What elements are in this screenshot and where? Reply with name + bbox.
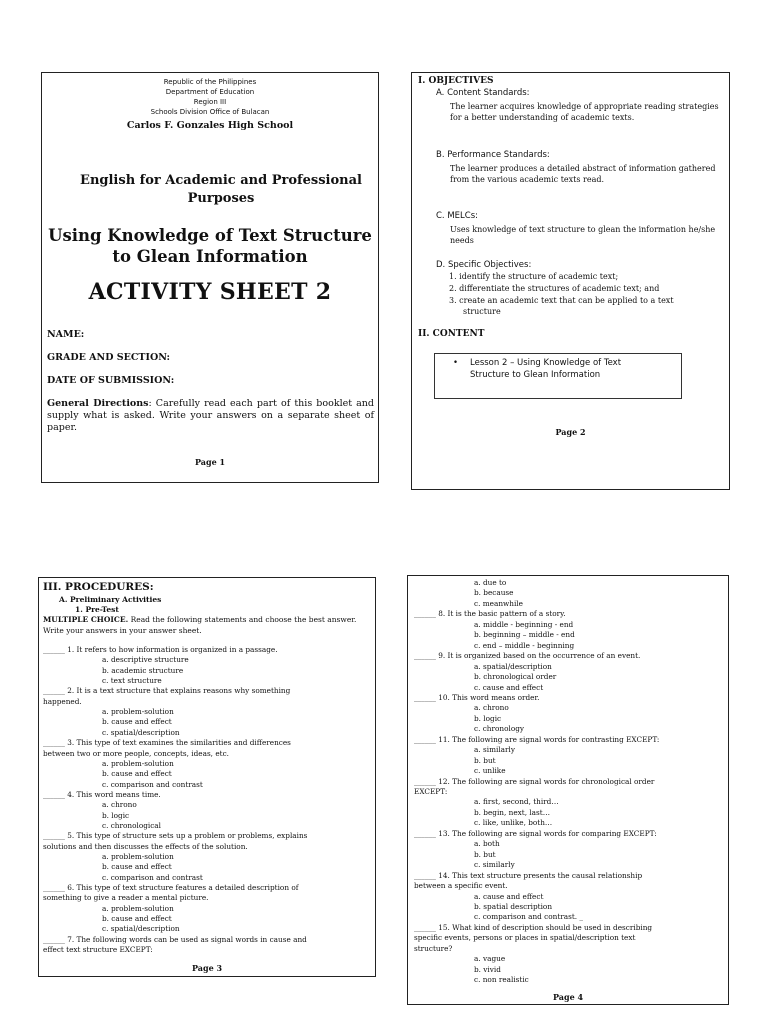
question-text: ______ 3. This type of text examines the similarities and differences: [43, 738, 291, 748]
answer-option: c. comparison and contrast: [102, 872, 203, 882]
answer-option: b. academic structure: [102, 665, 184, 675]
question-text: something to give a reader a mental picture.: [43, 893, 209, 903]
answer-option: b. logic: [102, 810, 130, 820]
answer-option: b. because: [474, 588, 514, 598]
answer-option: b. cause and effect: [102, 914, 172, 924]
answer-option: b. but: [474, 755, 496, 765]
question-text: EXCEPT:: [414, 787, 448, 796]
answer-option: b. cause and effect: [102, 717, 172, 727]
header-line: Department of Education: [165, 88, 255, 96]
answer-option: c. similarly: [474, 860, 515, 870]
multiple-choice-instructions: [43, 615, 371, 636]
lesson-title: Using Knowledge of Text Structure to Glean Information: [48, 226, 372, 266]
answer-option: b. beginning – middle - end: [474, 630, 575, 640]
question-text: ______ 11. The following are signal words for contrasting EXCEPT:: [414, 734, 660, 744]
subject-title: English for Academic and Professional Purposes: [80, 173, 362, 206]
answer-option: c. spatial/description: [102, 727, 180, 737]
answer-option: a. problem-solution: [102, 852, 174, 861]
page-number: Page 3: [191, 963, 223, 973]
question-text: happened.: [43, 696, 82, 706]
mc-text: Read the following statements and choose the best answer. Write your answers in your answer sheet.: [43, 615, 357, 635]
answer-option: c. end – middle - beginning: [474, 640, 575, 650]
specific-objective: 2. differentiate the structures of academic text; and: [449, 284, 660, 293]
content-standards-text: The learner acquires knowledge of appropriate reading strategies for a better understanding of academic texts.: [450, 102, 719, 122]
page-1: [41, 72, 379, 483]
directions-label: General Directions: [47, 398, 149, 409]
lesson-box: [434, 353, 682, 399]
answer-option: a. middle - beginning - end: [474, 619, 574, 629]
answer-option: c. meanwhile: [474, 598, 523, 608]
answer-option: b. cause and effect: [102, 769, 172, 779]
general-directions: [47, 398, 374, 434]
question-text: ______ 13. The following are signal words for comparing EXCEPT:: [414, 828, 657, 838]
content-heading: II. CONTENT: [418, 329, 485, 339]
answer-option: c. cause and effect: [474, 682, 544, 692]
answer-option: a. vague: [474, 954, 506, 964]
question-text: between a specific event.: [414, 881, 508, 891]
preliminary-activities: A. Preliminary Activities: [59, 595, 162, 604]
procedures-heading: III. PROCEDURES:: [43, 581, 154, 593]
question-text: solutions and then discusses the effects of the solution.: [43, 841, 248, 851]
name-label: NAME:: [47, 329, 85, 340]
answer-option: c. chronological: [102, 820, 161, 830]
header-line: Region III: [193, 98, 227, 106]
answer-option: c. comparison and contrast: [102, 779, 203, 789]
answer-option: a. cause and effect: [474, 891, 544, 901]
question-text: effect text structure EXCEPT:: [43, 945, 153, 955]
grade-label: GRADE AND SECTION:: [47, 352, 171, 363]
lesson-line: Lesson 2 – Using Knowledge of Text: [470, 358, 622, 368]
page-4: [407, 575, 729, 1005]
performance-standards-heading: B. Performance Standards:: [436, 150, 550, 160]
directions-text: : Carefully read each part of this booklet and supply what is asked. Write your answers on a separate sheet of paper.: [47, 398, 374, 433]
lesson-line: Structure to Glean Information: [470, 370, 601, 380]
question-text: ______ 9. It is organized based on the occurrence of an event.: [414, 651, 641, 661]
school-name: Carlos F. Gonzales High School: [126, 120, 294, 131]
answer-option: b. but: [474, 849, 496, 859]
answer-option: b. chronological order: [474, 672, 557, 682]
question-text: between two or more people, concepts, ideas, etc.: [43, 748, 229, 758]
answer-option: a. first, second, third…: [474, 797, 559, 807]
answer-option: c. text structure: [102, 676, 162, 686]
answer-option: b. begin, next, last…: [474, 807, 551, 817]
melcs-text: Uses knowledge of text structure to glean the information he/she needs: [450, 225, 716, 245]
answer-option: b. logic: [474, 713, 502, 723]
page-2: [411, 72, 730, 490]
answer-option: c. unlike: [474, 766, 506, 776]
header-line: Schools Division Office of Bulacan: [150, 108, 270, 116]
question-text: ______ 1. It refers to how information is organized in a passage.: [43, 645, 278, 654]
question-text: structure?: [414, 943, 453, 953]
question-text: ______ 2. It is a text structure that explains reasons why something: [43, 686, 291, 696]
page-number: Page 2: [555, 427, 586, 437]
specific-objective: 3. create an academic text that can be applied to a text: [449, 296, 674, 305]
answer-option: b. spatial description: [474, 901, 553, 911]
question-text: ______ 10. This word means order.: [414, 692, 540, 702]
answer-option: c. non realistic: [474, 975, 529, 985]
answer-option: a. problem-solution: [102, 707, 174, 717]
pre-test: 1. Pre-Test: [75, 605, 119, 614]
answer-option: a. chrono: [102, 800, 137, 810]
question-text: specific events, persons or places in spatial/description text: [414, 933, 636, 943]
answer-option: b. vivid: [474, 964, 501, 974]
answer-option: a. problem-solution: [102, 903, 174, 913]
answer-option: c. comparison and contrast. _: [474, 912, 584, 922]
answer-option: b. cause and effect: [102, 862, 172, 872]
objectives-heading: I. OBJECTIVES: [418, 76, 494, 86]
question-text: ______ 12. The following are signal words for chronological order: [414, 776, 655, 786]
question-text: ______ 4. This word means time.: [43, 789, 161, 799]
answer-option: a. similarly: [474, 745, 515, 755]
content-standards-heading: A. Content Standards:: [436, 88, 530, 98]
question-text: ______ 6. This type of text structure features a detailed description of: [43, 883, 299, 893]
answer-option: c. like, unlike, both…: [474, 818, 553, 828]
date-label: DATE OF SUBMISSION:: [47, 375, 175, 386]
mc-label: MULTIPLE CHOICE.: [43, 615, 129, 624]
question-text: ______ 8. It is the basic pattern of a story.: [414, 609, 566, 619]
bullet: •: [453, 358, 459, 368]
specific-objective-continuation: structure: [463, 307, 501, 316]
page-number: Page 1: [194, 457, 226, 467]
answer-option: a. chrono: [474, 703, 509, 713]
answer-option: a. spatial/description: [474, 661, 552, 671]
answer-option: a. both: [474, 839, 500, 849]
header-line: Republic of the Philippines: [163, 78, 257, 86]
melcs-heading: C. MELCs:: [436, 211, 479, 221]
question-text: ______ 15. What kind of description should be used in describing: [414, 922, 653, 932]
answer-option: a. descriptive structure: [102, 655, 189, 665]
page-number: Page 4: [552, 992, 584, 1002]
answer-option: c. chronology: [474, 724, 525, 734]
question-text: ______ 14. This text structure presents the causal relationship: [414, 870, 643, 880]
question-text: ______ 7. The following words can be used as signal words in cause and: [43, 934, 307, 944]
specific-objectives-heading: D. Specific Objectives:: [436, 260, 532, 270]
answer-option: c. spatial/description: [102, 924, 180, 934]
specific-objective: 1. identify the structure of academic text;: [449, 272, 619, 281]
answer-option: a. due to: [474, 578, 507, 587]
question-text: ______ 5. This type of structure sets up a problem or problems, explains: [43, 831, 308, 841]
performance-standards-text: The learner produces a detailed abstract of information gathered from the various academic texts read.: [450, 164, 716, 184]
page-3: [38, 577, 376, 977]
activity-title: ACTIVITY SHEET 2: [88, 279, 332, 305]
answer-option: a. problem-solution: [102, 758, 174, 768]
